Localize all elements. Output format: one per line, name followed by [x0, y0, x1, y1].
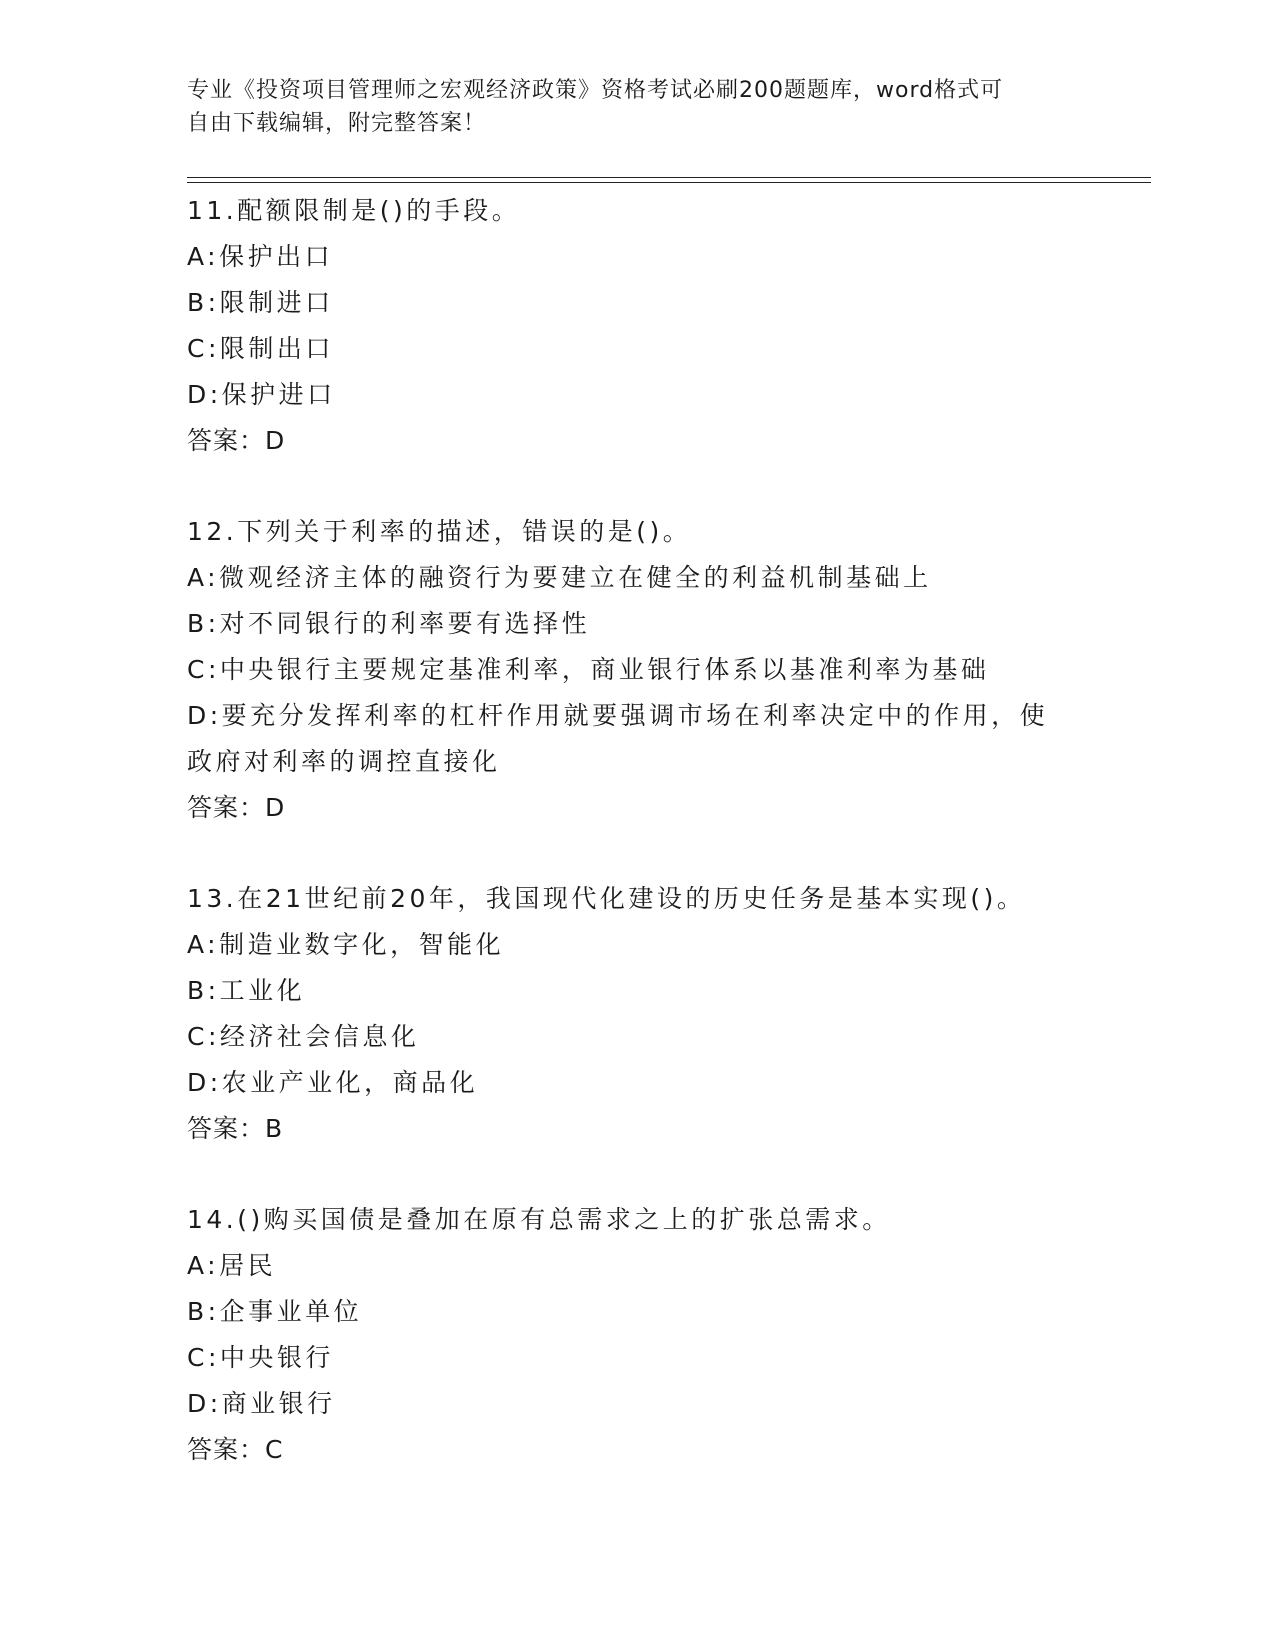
option-d: D:商业银行 — [187, 1389, 336, 1418]
answer-label: 答案：C — [187, 1435, 284, 1464]
option-b: B:限制进口 — [187, 288, 334, 317]
option-b: B:对不同银行的利率要有选择性 — [187, 609, 591, 638]
question-11 — [187, 188, 1087, 464]
answer-label: 答案：D — [187, 426, 286, 455]
option-c: C:经济社会信息化 — [187, 1022, 420, 1051]
question-12 — [187, 509, 1087, 831]
document-header — [187, 74, 1067, 140]
option-b: B:工业化 — [187, 976, 306, 1005]
option-c: C:限制出口 — [187, 334, 334, 363]
option-d: D:保护进口 — [187, 380, 336, 409]
answer-label: 答案：B — [187, 1114, 284, 1143]
question-stem: 11.配额限制是()的手段。 — [187, 196, 521, 225]
header-line-2: 自由下载编辑，附完整答案！ — [187, 111, 487, 136]
question-list — [187, 188, 1087, 1518]
option-d: D:农业产业化，商品化 — [187, 1068, 479, 1097]
header-divider-top — [187, 177, 1151, 178]
option-a: A:微观经济主体的融资行为要建立在健全的利益机制基础上 — [187, 563, 932, 592]
question-stem: 14.()购买国债是叠加在原有总需求之上的扩张总需求。 — [187, 1205, 891, 1234]
answer-label: 答案：D — [187, 793, 286, 822]
question-14 — [187, 1197, 1087, 1473]
question-stem: 13.在21世纪前20年，我国现代化建设的历史任务是基本实现()。 — [187, 884, 1026, 913]
option-c: C:中央银行 — [187, 1343, 334, 1372]
question-13 — [187, 876, 1087, 1152]
option-a: A:制造业数字化，智能化 — [187, 930, 505, 959]
option-b: B:企事业单位 — [187, 1297, 363, 1326]
option-d: D:要充分发挥利率的杠杆作用就要强调市场在利率决定中的作用，使 — [187, 701, 1049, 730]
option-a: A:居民 — [187, 1251, 277, 1280]
option-d-continuation: 政府对利率的调控直接化 — [187, 747, 501, 776]
header-line-1: 专业《投资项目管理师之宏观经济政策》资格考试必刷200题题库，word格式可 — [187, 78, 1004, 103]
option-a: A:保护出口 — [187, 242, 334, 271]
question-stem: 12.下列关于利率的描述，错误的是()。 — [187, 517, 692, 546]
option-c: C:中央银行主要规定基准利率，商业银行体系以基准利率为基础 — [187, 655, 990, 684]
header-divider-bottom — [187, 182, 1151, 183]
